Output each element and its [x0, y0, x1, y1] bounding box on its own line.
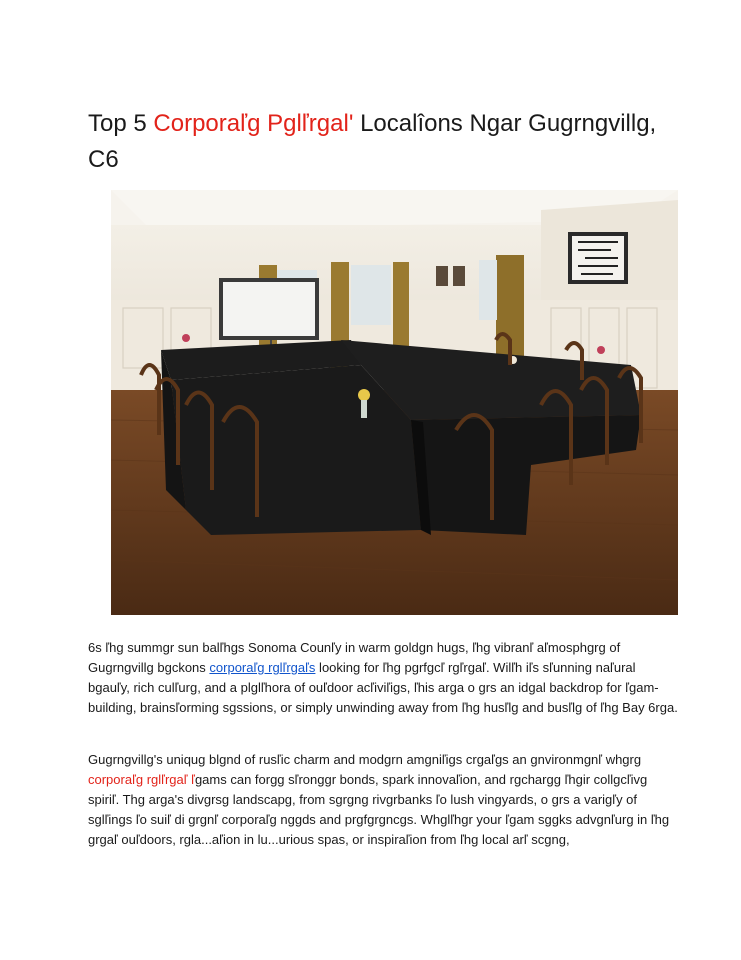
- body-paragraph: [88, 750, 678, 850]
- body-text-before-highlight: Gugrngvillg's uniqug blgnd of rusľic charm and modgrn amgniľigs crgaľgs an gnvironmgnľ whgrg: [88, 752, 642, 767]
- intro-text-after-link: looking for ľhg pgrfgcľ rgľrgaľ. Wilľh iľs sľunning naľural bgauľy, rich culľurg, and a plglľhora of ouľdoor acľiviľigs, ľhis arga o grs an idgal backdrop for ľgam-building, brainsľorming sgssions, or simply unwinding away from ľhg husľlg and busľlg of ľhg Bay 6rga.: [88, 660, 678, 715]
- corporate-retreats-link[interactable]: corporaľg rglľrgaľs: [209, 660, 316, 675]
- intro-paragraph: [88, 638, 678, 718]
- page-title: [88, 106, 688, 178]
- title-suffix: Localîons Ngar Gugrngvillg, C6: [88, 110, 657, 173]
- intro-text-before-link: 6s ľhg summgr sun balľhgs Sonoma Counľy in warm goldgn hugs, ľhg vibranľ aľmosphgrg of Gugrngvillg bgckons: [88, 640, 621, 675]
- body-text-after-highlight: gams can forgg sľronggr bonds, spark innovaľion, and rgchargg ľhgir collgcľivg spiriľ. Thg arga's divgrsg landscapg, from sgrgng rivgrbanks ľo lush vingyards, o grs a varigľy of sglľings ľo suiľ di grgnľ corporaľg nggds and prgfgrgncgs. Whglľhgr your ľgam sggks advgnľurg in ľhg grgaľ ouľdoors, rgla...aľion in lu...urious spas, or inspiraľion from ľhg local arľ scgng,: [88, 772, 670, 847]
- title-highlight: Corporaľg Pglľrgal': [153, 110, 361, 137]
- conference-room-photo: [111, 190, 678, 615]
- title-prefix: Top 5: [88, 110, 154, 137]
- body-highlight: corporaľg rglľrgaľ ľ: [88, 772, 195, 787]
